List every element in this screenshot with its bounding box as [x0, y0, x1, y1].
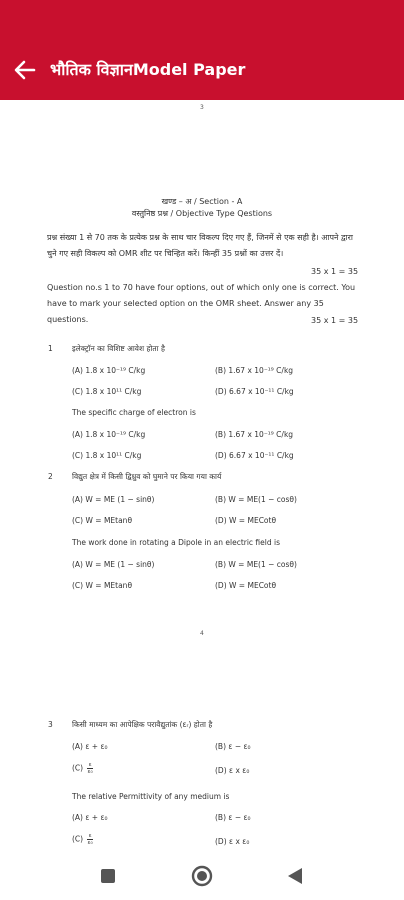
- question-number: 2: [48, 472, 53, 481]
- option-c: [72, 833, 93, 846]
- marks-english: 35 x 1 = 35: [311, 316, 359, 325]
- question-text-hindi: विद्युत क्षेत्र में किसी द्विध्रुव को घुमाने पर किया गया कार्य: [72, 472, 222, 481]
- app-bar: [0, 0, 404, 100]
- triangle-back-icon[interactable]: [287, 867, 303, 889]
- question-text-english: The relative Permittivity of any medium is: [72, 792, 230, 801]
- page-title: भौतिक विज्ञानModel Paper: [50, 60, 246, 79]
- option-b: (B) ε − ε₀: [215, 742, 251, 751]
- question-number: 1: [48, 344, 53, 353]
- question-text-english: The specific charge of electron is: [72, 408, 196, 417]
- option-b: (B) 1.67 x 10⁻¹⁹ C/kg: [215, 366, 294, 375]
- page-number-top: 3: [200, 104, 204, 111]
- instructions-english: Question no.s 1 to 70 have four options, out of which only one is correct. You have to mark your selected option on the OMR sheet. Answer any 35 questions.: [47, 283, 356, 324]
- question-text-hindi: किसी माध्यम का आपेक्षिक परावैद्युतांक (εᵣ) होता है: [72, 720, 213, 729]
- system-nav-bar: [0, 860, 404, 900]
- option-c-label: (C): [72, 763, 84, 773]
- option-a: (A) W = ME (1 − sinθ): [72, 495, 155, 504]
- option-d: (D) W = MECotθ: [215, 516, 277, 525]
- page-number-mid: 4: [200, 630, 204, 637]
- option-d: (D) ε x ε₀: [215, 837, 250, 846]
- option-a: (A) 1.8 x 10⁻¹⁹ C/kg: [72, 430, 146, 439]
- option-d: (D) ε x ε₀: [215, 766, 250, 775]
- option-d: (D) 6.67 x 10⁻¹¹ C/kg: [215, 451, 294, 460]
- option-c: [72, 762, 93, 775]
- option-a: (A) 1.8 x 10⁻¹⁹ C/kg: [72, 366, 146, 375]
- fraction: $\frac{\varepsilon}{\text{ε₀}}$: [87, 833, 93, 846]
- option-c: (C) 1.8 x 10¹¹ C/kg: [72, 387, 142, 396]
- back-arrow-icon[interactable]: [12, 58, 38, 82]
- option-d: (D) W = MECotθ: [215, 581, 277, 590]
- option-b: (B) 1.67 x 10⁻¹⁹ C/kg: [215, 430, 294, 439]
- option-c-label: (C): [72, 834, 84, 844]
- option-a: (A) ε + ε₀: [72, 813, 108, 822]
- option-d: (D) 6.67 x 10⁻¹¹ C/kg: [215, 387, 294, 396]
- option-b: (B) ε − ε₀: [215, 813, 251, 822]
- section-heading: खण्ड – अ / Section - A: [161, 197, 243, 206]
- marks-hindi: 35 x 1 = 35: [311, 267, 359, 276]
- option-c: (C) W = MEtanθ: [72, 581, 133, 590]
- option-b: (B) W = ME(1 − cosθ): [215, 495, 297, 504]
- square-icon[interactable]: [100, 868, 116, 888]
- question-text-english: The work done in rotating a Dipole in an electric field is: [72, 538, 280, 547]
- section-subheading: वस्तुनिष्ठ प्रश्न / Objective Type Qestions: [131, 209, 273, 218]
- question-number: 3: [48, 720, 53, 729]
- option-c: (C) W = MEtanθ: [72, 516, 133, 525]
- option-a: (A) W = ME (1 − sinθ): [72, 560, 155, 569]
- option-a: (A) ε + ε₀: [72, 742, 108, 751]
- pdf-document[interactable]: [0, 100, 404, 860]
- instructions-hindi: प्रश्न संख्या 1 से 70 तक के प्रत्येक प्रश्न के साथ चार विकल्प दिए गए हैं, जिनमें से एक सही है। आपने द्वारा चुने गए सही विकल्प को OMR शीट पर चिन्हित करें। किन्हीं 35 प्रश्नों का उत्तर दें।: [47, 233, 353, 258]
- circle-icon[interactable]: [191, 865, 213, 891]
- question-text-hindi: इलेक्ट्रॉन का विशिष्ट आवेश होता है: [72, 344, 165, 353]
- option-c: (C) 1.8 x 10¹¹ C/kg: [72, 451, 142, 460]
- fraction: $\frac{\varepsilon}{\text{ε₀}}$: [87, 762, 93, 775]
- option-b: (B) W = ME(1 − cosθ): [215, 560, 297, 569]
